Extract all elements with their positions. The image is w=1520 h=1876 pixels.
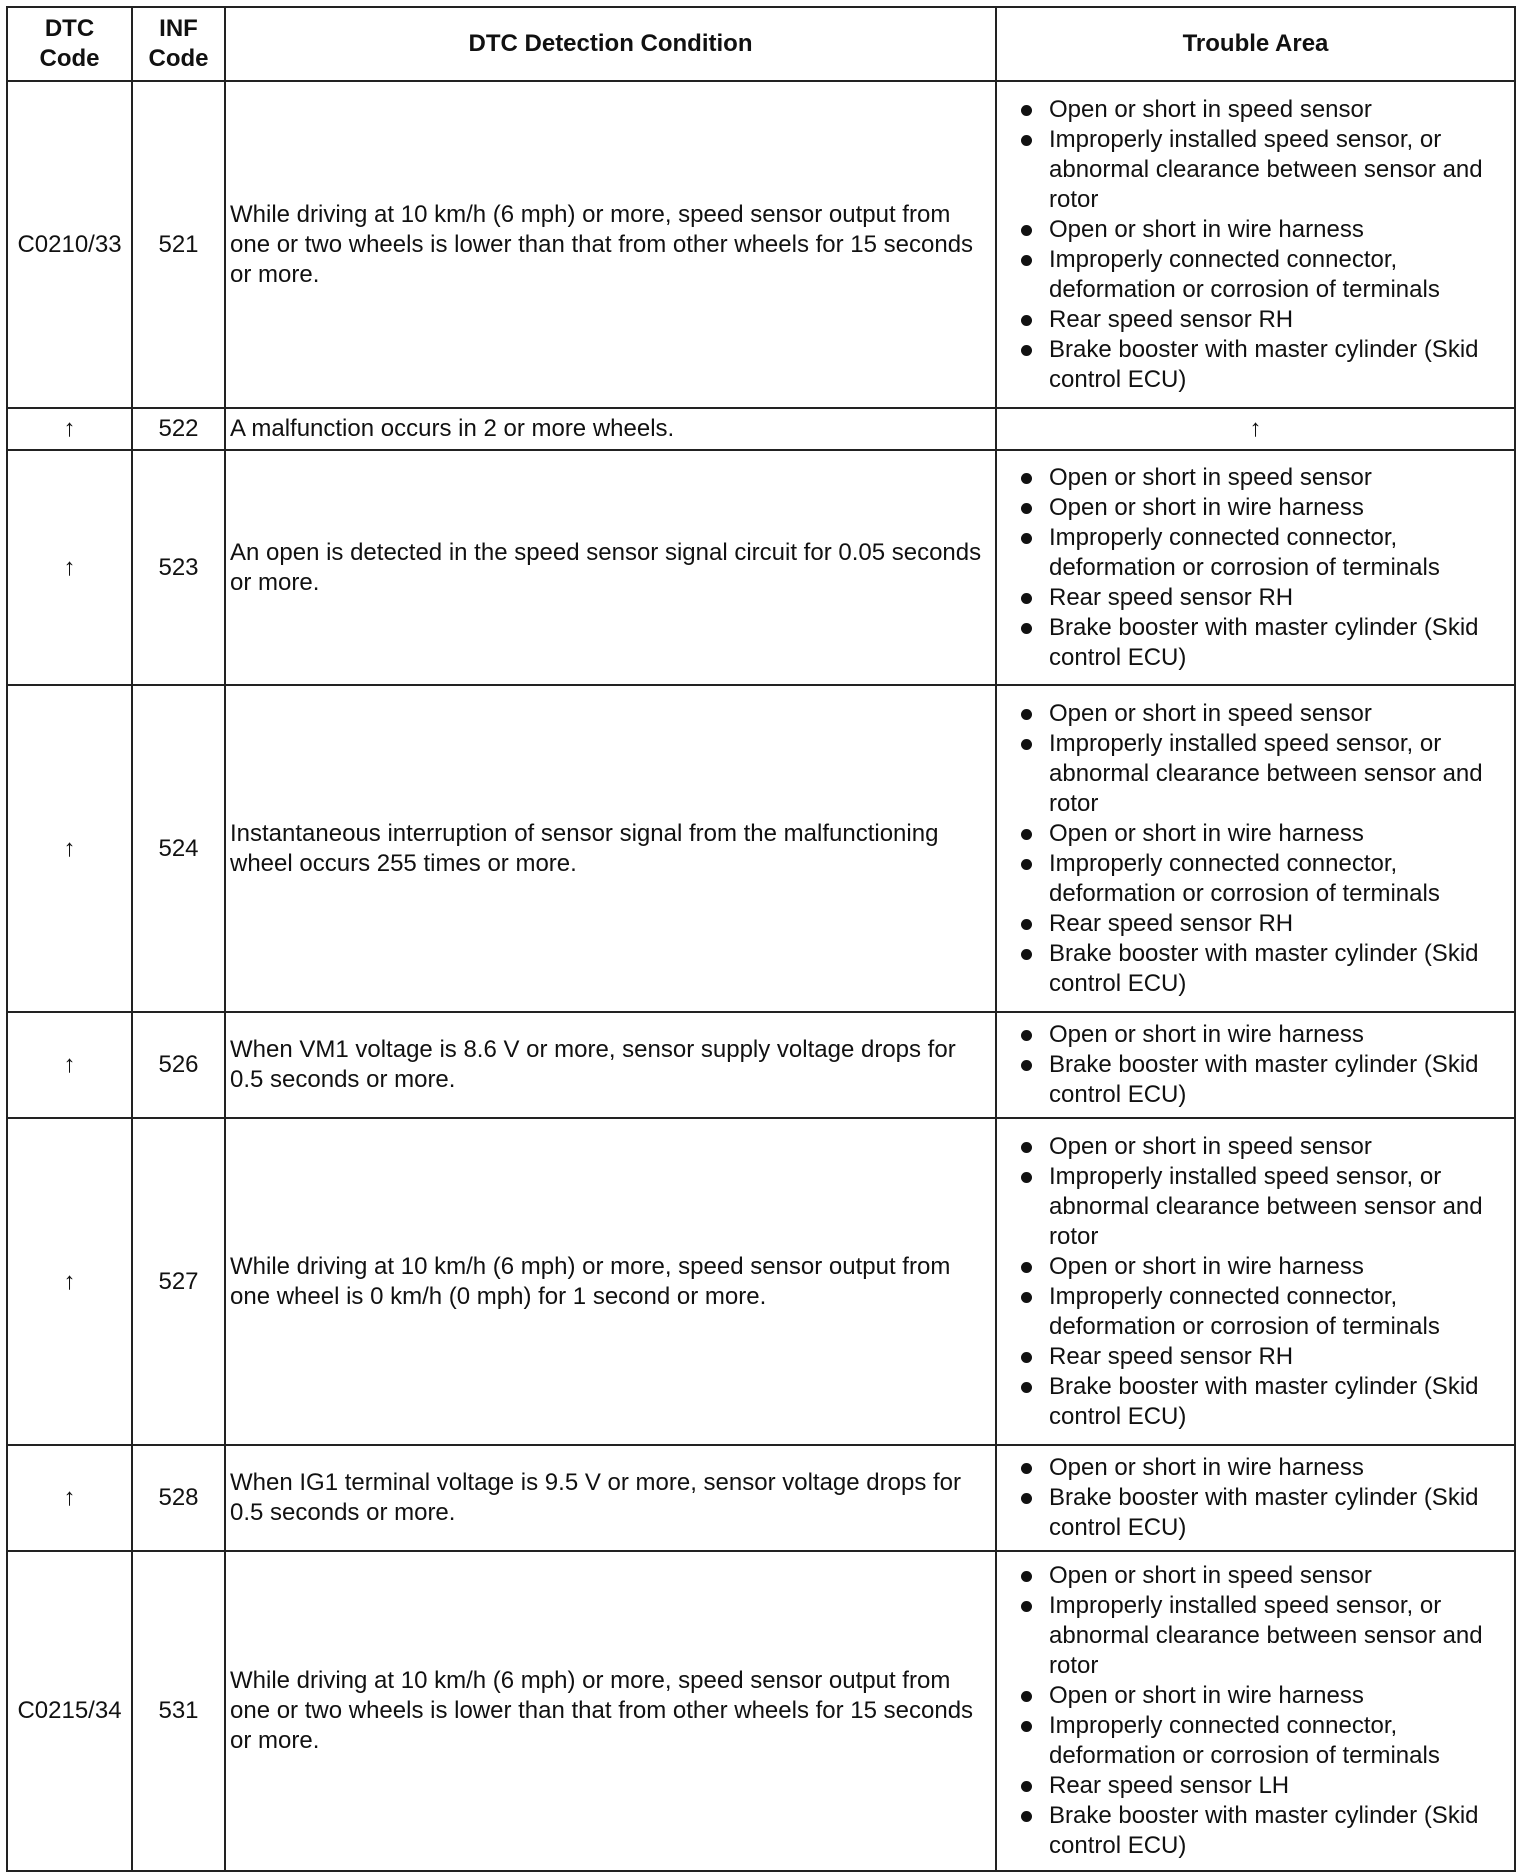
table-row — [7, 1012, 1515, 1118]
inf-code-cell: 521 — [132, 81, 225, 408]
trouble-area-cell — [996, 81, 1515, 408]
trouble-area-list — [1019, 95, 1510, 395]
trouble-area-item: Rear speed sensor LH — [1019, 1771, 1510, 1801]
table-row — [7, 685, 1515, 1012]
inf-code-cell: 526 — [132, 1012, 225, 1118]
trouble-area-item: Brake booster with master cylinder (Skid control ECU) — [1019, 1372, 1510, 1432]
trouble-area-item: Rear speed sensor RH — [1019, 583, 1510, 613]
header-trouble-area: Trouble Area — [996, 7, 1515, 81]
trouble-area-cell — [996, 1118, 1515, 1445]
header-inf-line1: INF — [159, 15, 198, 42]
trouble-area-list — [1019, 1561, 1510, 1861]
trouble-area-item: Open or short in speed sensor — [1019, 1132, 1510, 1162]
table-row — [7, 1445, 1515, 1551]
dtc-code-cell: ↑ — [7, 1012, 132, 1118]
dtc-code-cell: ↑ — [7, 1118, 132, 1445]
table-row — [7, 1118, 1515, 1445]
trouble-area-list — [1019, 1132, 1510, 1432]
trouble-area-item: Open or short in wire harness — [1019, 1252, 1510, 1282]
inf-code-cell: 524 — [132, 685, 225, 1012]
header-row — [7, 7, 1515, 81]
trouble-area-list — [1019, 463, 1510, 673]
inf-code-cell: 522 — [132, 408, 225, 450]
trouble-area-item: Open or short in speed sensor — [1019, 95, 1510, 125]
table-row — [7, 1551, 1515, 1871]
dtc-code-cell: C0210/33 — [7, 81, 132, 408]
trouble-area-item: Open or short in wire harness — [1019, 819, 1510, 849]
dtc-code-cell: ↑ — [7, 450, 132, 685]
dtc-code-cell: ↑ — [7, 408, 132, 450]
trouble-area-list — [1019, 1453, 1510, 1543]
trouble-area-item: Brake booster with master cylinder (Skid control ECU) — [1019, 1050, 1510, 1110]
trouble-area-item: Improperly connected connector, deformation or corrosion of terminals — [1019, 849, 1510, 909]
trouble-area-cell — [996, 685, 1515, 1012]
table-row — [7, 81, 1515, 408]
trouble-area-item: Improperly installed speed sensor, or abnormal clearance between sensor and rotor — [1019, 729, 1510, 819]
trouble-area-item: Brake booster with master cylinder (Skid control ECU) — [1019, 939, 1510, 999]
header-condition: DTC Detection Condition — [225, 7, 996, 81]
trouble-area-item: Open or short in speed sensor — [1019, 699, 1510, 729]
trouble-area-cell — [996, 1551, 1515, 1871]
condition-cell: Instantaneous interruption of sensor signal from the malfunctioning wheel occurs 255 times or more. — [225, 685, 996, 1012]
condition-cell: An open is detected in the speed sensor signal circuit for 0.05 seconds or more. — [225, 450, 996, 685]
table-row — [7, 408, 1515, 450]
trouble-area-item: Improperly installed speed sensor, or abnormal clearance between sensor and rotor — [1019, 125, 1510, 215]
table-row — [7, 450, 1515, 685]
trouble-area-item: Open or short in wire harness — [1019, 1453, 1510, 1483]
inf-code-cell: 527 — [132, 1118, 225, 1445]
condition-cell: While driving at 10 km/h (6 mph) or more, speed sensor output from one or two wheels is lower than that from other wheels for 15 seconds or more. — [225, 1551, 996, 1871]
trouble-area-item: Brake booster with master cylinder (Skid control ECU) — [1019, 1801, 1510, 1861]
trouble-area-list — [1019, 699, 1510, 999]
trouble-area-item: Improperly connected connector, deformation or corrosion of terminals — [1019, 245, 1510, 305]
inf-code-cell: 528 — [132, 1445, 225, 1551]
header-inf-code — [132, 7, 225, 81]
trouble-area-item: Brake booster with master cylinder (Skid control ECU) — [1019, 613, 1510, 673]
trouble-area-item: Improperly connected connector, deformation or corrosion of terminals — [1019, 1711, 1510, 1771]
header-dtc-line1: DTC — [44, 15, 95, 42]
condition-cell: While driving at 10 km/h (6 mph) or more, speed sensor output from one wheel is 0 km/h (0 mph) for 1 second or more. — [225, 1118, 996, 1445]
inf-code-cell: 523 — [132, 450, 225, 685]
inf-code-cell: 531 — [132, 1551, 225, 1871]
trouble-area-item: Open or short in wire harness — [1019, 215, 1510, 245]
trouble-area-item: Improperly connected connector, deformation or corrosion of terminals — [1019, 523, 1510, 583]
trouble-area-item: Open or short in speed sensor — [1019, 463, 1510, 493]
dtc-table — [6, 6, 1516, 1872]
trouble-area-cell: ↑ — [996, 408, 1515, 450]
dtc-code-cell: C0215/34 — [7, 1551, 132, 1871]
trouble-area-item: Open or short in speed sensor — [1019, 1561, 1510, 1591]
header-dtc-code — [7, 7, 132, 81]
trouble-area-item: Improperly installed speed sensor, or abnormal clearance between sensor and rotor — [1019, 1591, 1510, 1681]
trouble-area-item: Open or short in wire harness — [1019, 1020, 1510, 1050]
condition-cell: When IG1 terminal voltage is 9.5 V or more, sensor voltage drops for 0.5 seconds or more. — [225, 1445, 996, 1551]
trouble-area-item: Brake booster with master cylinder (Skid control ECU) — [1019, 1483, 1510, 1543]
trouble-area-item: Open or short in wire harness — [1019, 1681, 1510, 1711]
header-dtc-line2: Code — [39, 45, 100, 72]
condition-cell: While driving at 10 km/h (6 mph) or more, speed sensor output from one or two wheels is lower than that from other wheels for 15 seconds or more. — [225, 81, 996, 408]
trouble-area-cell — [996, 1445, 1515, 1551]
header-inf-line2: Code — [148, 45, 209, 72]
trouble-area-cell — [996, 1012, 1515, 1118]
trouble-area-item: Open or short in wire harness — [1019, 493, 1510, 523]
condition-cell: When VM1 voltage is 8.6 V or more, sensor supply voltage drops for 0.5 seconds or more. — [225, 1012, 996, 1118]
dtc-code-cell: ↑ — [7, 1445, 132, 1551]
trouble-area-item: Rear speed sensor RH — [1019, 1342, 1510, 1372]
condition-cell: A malfunction occurs in 2 or more wheels. — [225, 408, 996, 450]
trouble-area-item: Brake booster with master cylinder (Skid control ECU) — [1019, 335, 1510, 395]
trouble-area-item: Improperly connected connector, deformation or corrosion of terminals — [1019, 1282, 1510, 1342]
trouble-area-cell — [996, 450, 1515, 685]
trouble-area-item: Improperly installed speed sensor, or abnormal clearance between sensor and rotor — [1019, 1162, 1510, 1252]
trouble-area-item: Rear speed sensor RH — [1019, 305, 1510, 335]
trouble-area-item: Rear speed sensor RH — [1019, 909, 1510, 939]
dtc-code-cell: ↑ — [7, 685, 132, 1012]
trouble-area-list — [1019, 1020, 1510, 1110]
